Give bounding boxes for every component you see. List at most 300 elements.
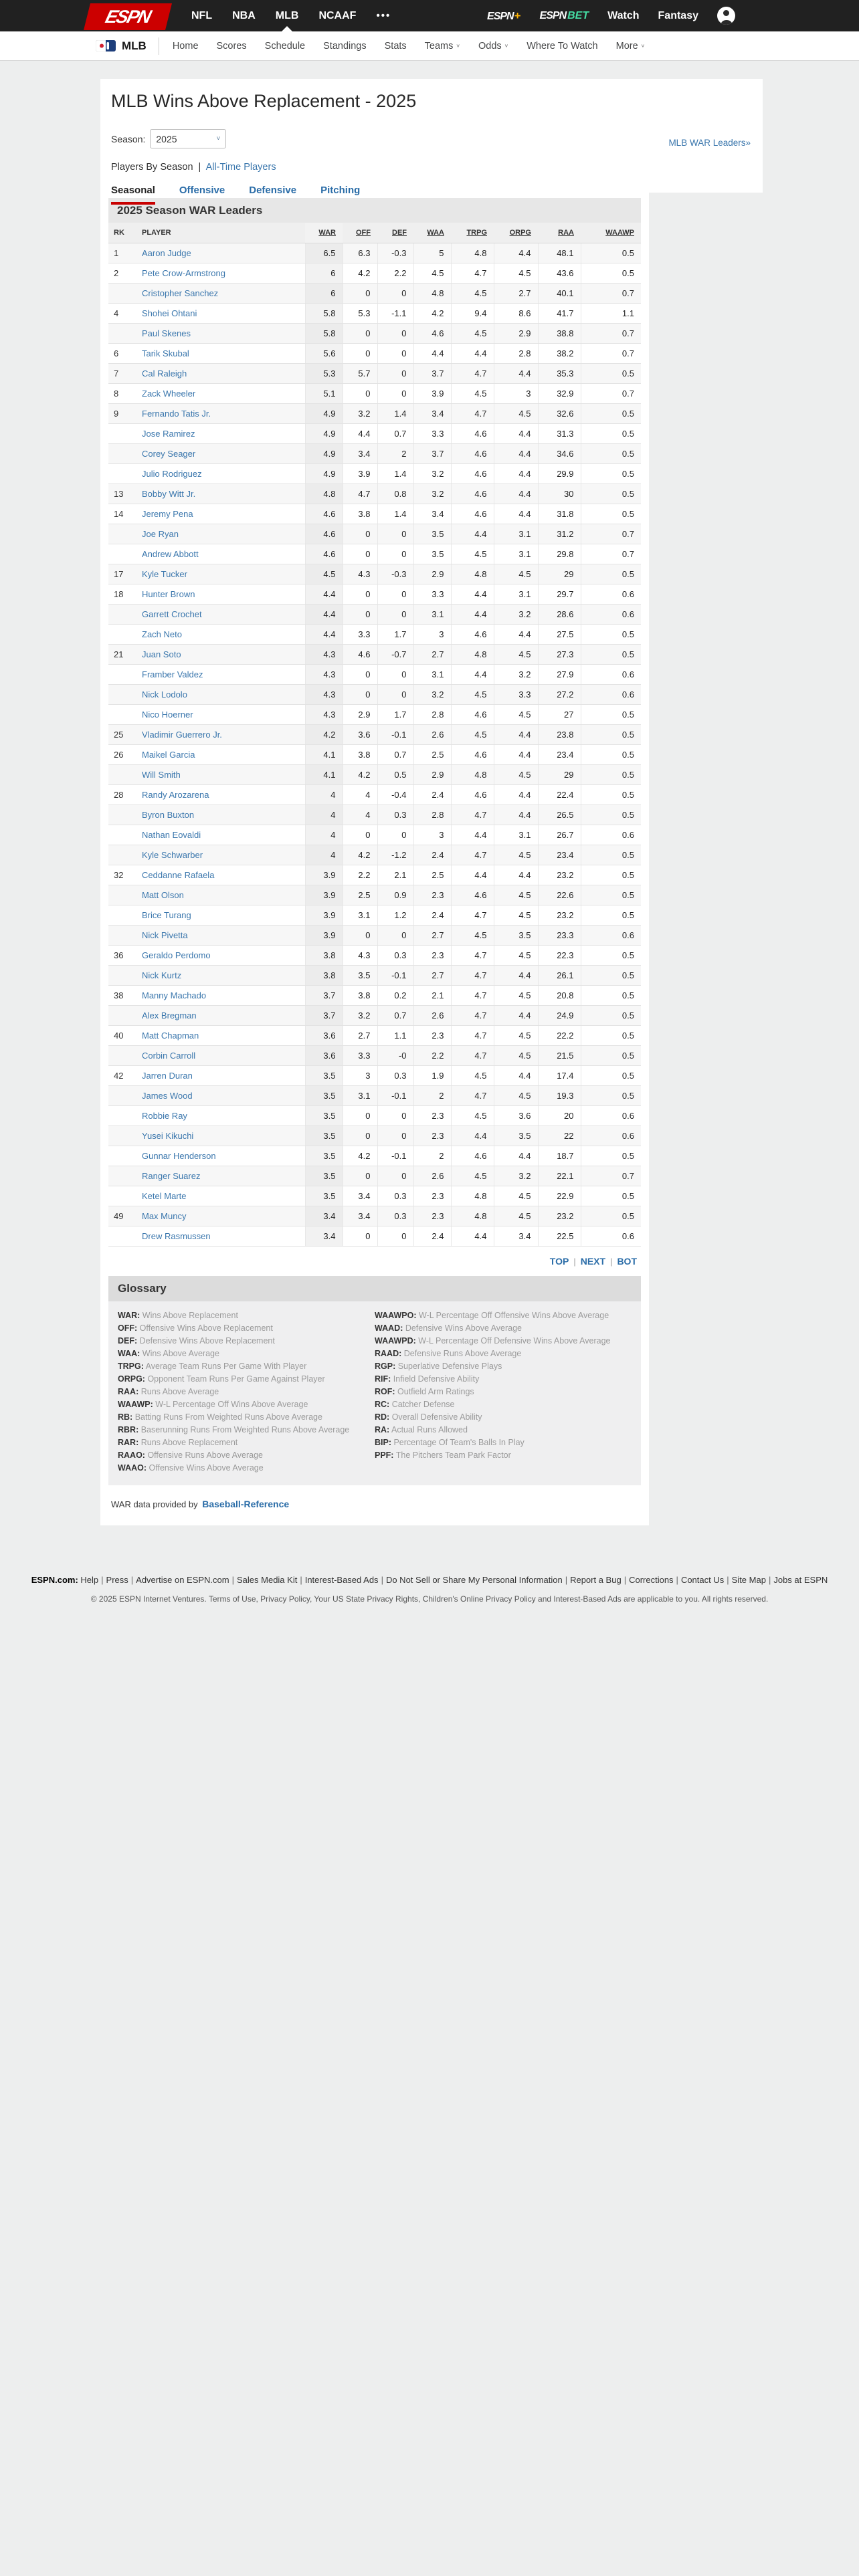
tab-seasonal[interactable]: Seasonal bbox=[111, 185, 155, 205]
footer-link[interactable]: Contact Us bbox=[680, 1575, 725, 1585]
trpg-cell: 4.4 bbox=[451, 865, 494, 885]
waawp-cell: 0.5 bbox=[581, 905, 641, 926]
waawp-cell: 0.5 bbox=[581, 645, 641, 665]
player-link[interactable]: Framber Valdez bbox=[142, 669, 203, 679]
waa-cell: 3.7 bbox=[413, 364, 451, 384]
orpg-cell: 4.4 bbox=[494, 966, 538, 986]
war-cell: 3.4 bbox=[305, 1206, 343, 1226]
table-row bbox=[108, 1226, 641, 1247]
raa-cell: 26.5 bbox=[538, 805, 581, 825]
footer-copyright: © 2025 ESPN Internet Ventures. Terms of Use, Privacy Policy, Your US State Privacy Rights, Children's Online Privacy Policy and Interest-Based Ads are applicable to you. All rights reserved. bbox=[90, 1594, 769, 1604]
player-cell bbox=[136, 444, 305, 464]
topnav-item-nba[interactable]: NBA bbox=[232, 9, 256, 21]
player-cell bbox=[136, 304, 305, 324]
raa-cell: 22.9 bbox=[538, 1186, 581, 1206]
glossary-entry bbox=[375, 1373, 632, 1386]
player-link[interactable]: Nico Hoerner bbox=[142, 710, 193, 720]
def-cell: 0 bbox=[377, 384, 413, 404]
orpg-cell: 4.5 bbox=[494, 946, 538, 966]
def-cell: 0 bbox=[377, 665, 413, 685]
player-link[interactable]: Shohei Ohtani bbox=[142, 308, 197, 318]
player-link[interactable]: Jeremy Pena bbox=[142, 509, 193, 519]
rank-cell bbox=[108, 464, 136, 484]
subnav-item-schedule[interactable]: Schedule bbox=[264, 40, 306, 51]
rank-cell bbox=[108, 905, 136, 926]
trpg-cell: 4.5 bbox=[451, 324, 494, 344]
subnav-item-where-to-watch[interactable]: Where To Watch bbox=[527, 40, 598, 51]
rank-cell bbox=[108, 785, 136, 805]
player-cell bbox=[136, 705, 305, 725]
trpg-cell: 4.4 bbox=[451, 665, 494, 685]
off-cell: 4 bbox=[343, 805, 377, 825]
off-cell: 0 bbox=[343, 1226, 377, 1247]
orpg-cell: 4.4 bbox=[494, 745, 538, 765]
tab-pitching[interactable]: Pitching bbox=[320, 185, 361, 196]
raa-cell: 34.6 bbox=[538, 444, 581, 464]
table-row bbox=[108, 464, 641, 484]
glossary-entry bbox=[118, 1348, 375, 1360]
raa-cell: 31.2 bbox=[538, 524, 581, 544]
player-link[interactable]: Fernando Tatis Jr. bbox=[142, 409, 211, 419]
footer-separator: | bbox=[381, 1575, 383, 1585]
player-link[interactable]: Andrew Abbott bbox=[142, 549, 199, 559]
rank-value: 6 bbox=[114, 348, 119, 358]
column-header-trpg[interactable]: TRPG bbox=[451, 223, 494, 243]
player-link[interactable]: Yusei Kikuchi bbox=[142, 1131, 194, 1141]
trpg-cell: 4.5 bbox=[451, 544, 494, 564]
war-cell: 3.5 bbox=[305, 1126, 343, 1146]
war-cell: 3.7 bbox=[305, 1006, 343, 1026]
war-cell: 4.3 bbox=[305, 645, 343, 665]
war-cell: 4.1 bbox=[305, 765, 343, 785]
glossary-definition: The Pitchers Team Park Factor bbox=[393, 1451, 511, 1460]
war-cell: 3.9 bbox=[305, 926, 343, 946]
trpg-cell: 4.7 bbox=[451, 364, 494, 384]
column-header-waa[interactable]: WAA bbox=[413, 223, 451, 243]
trpg-cell: 4.5 bbox=[451, 725, 494, 745]
off-cell: 3.1 bbox=[343, 1086, 377, 1106]
glossary-entry bbox=[375, 1424, 632, 1436]
waawp-cell: 0.5 bbox=[581, 986, 641, 1006]
player-link[interactable]: Jarren Duran bbox=[142, 1071, 193, 1081]
profile-icon[interactable] bbox=[717, 7, 735, 25]
glossary-entry bbox=[118, 1449, 375, 1462]
def-cell: -0.7 bbox=[377, 645, 413, 665]
footer-link[interactable]: Report a Bug bbox=[570, 1575, 622, 1585]
raa-cell: 41.7 bbox=[538, 304, 581, 324]
rank-cell bbox=[108, 524, 136, 544]
glossary-definition: Runs Above Replacement bbox=[138, 1438, 238, 1447]
trpg-cell: 4.7 bbox=[451, 404, 494, 424]
waa-cell: 2.6 bbox=[413, 725, 451, 745]
rank-cell bbox=[108, 765, 136, 785]
pagination-next-link[interactable]: NEXT bbox=[580, 1256, 606, 1267]
rank-cell bbox=[108, 625, 136, 645]
footer-link[interactable]: Advertise on ESPN.com bbox=[136, 1575, 229, 1585]
table-row bbox=[108, 905, 641, 926]
subnav-item-stats[interactable]: Stats bbox=[384, 40, 407, 51]
player-cell bbox=[136, 665, 305, 685]
espn-plus-text: ESPN bbox=[487, 10, 514, 22]
column-header-war[interactable]: WAR bbox=[305, 223, 343, 243]
def-cell: 0 bbox=[377, 544, 413, 564]
espn-bet-logo[interactable] bbox=[540, 10, 589, 22]
rank-cell bbox=[108, 544, 136, 564]
more-sports-menu[interactable]: ••• bbox=[376, 10, 391, 21]
subnav-item-home[interactable]: Home bbox=[172, 40, 199, 51]
glossary-term: WAAD: bbox=[375, 1323, 403, 1333]
off-cell: 0 bbox=[343, 324, 377, 344]
glossary-term: WAA: bbox=[118, 1349, 140, 1358]
raa-cell: 22 bbox=[538, 1126, 581, 1146]
player-link[interactable]: Alex Bregman bbox=[142, 1010, 197, 1021]
player-link[interactable]: Tarik Skubal bbox=[142, 348, 189, 358]
def-cell: 0.2 bbox=[377, 986, 413, 1006]
trpg-cell: 4.5 bbox=[451, 1166, 494, 1186]
glossary-entry bbox=[118, 1309, 375, 1322]
pagination-top-link[interactable]: TOP bbox=[549, 1256, 569, 1267]
player-link[interactable]: Nathan Eovaldi bbox=[142, 830, 201, 840]
def-cell: 1.1 bbox=[377, 1026, 413, 1046]
table-row bbox=[108, 946, 641, 966]
player-link[interactable]: Corbin Carroll bbox=[142, 1051, 196, 1061]
players-by-season-label: Players By Season bbox=[111, 162, 193, 173]
off-cell: 0 bbox=[343, 665, 377, 685]
player-link[interactable]: Pete Crow-Armstrong bbox=[142, 268, 225, 278]
waawp-cell: 0.5 bbox=[581, 263, 641, 284]
orpg-cell: 4.5 bbox=[494, 986, 538, 1006]
player-link[interactable]: Randy Arozarena bbox=[142, 790, 209, 800]
footer-link[interactable]: Press bbox=[106, 1575, 128, 1585]
player-link[interactable]: Kyle Tucker bbox=[142, 569, 187, 579]
orpg-cell: 4.4 bbox=[494, 464, 538, 484]
player-cell bbox=[136, 384, 305, 404]
rank-cell bbox=[108, 825, 136, 845]
def-cell: -0 bbox=[377, 1046, 413, 1066]
player-link[interactable]: Julio Rodriguez bbox=[142, 469, 202, 479]
player-link[interactable]: Aaron Judge bbox=[142, 248, 191, 258]
rank-cell bbox=[108, 685, 136, 705]
off-cell: 3.3 bbox=[343, 625, 377, 645]
waa-cell: 3 bbox=[413, 625, 451, 645]
raa-cell: 27.9 bbox=[538, 665, 581, 685]
def-cell: 0.3 bbox=[377, 1206, 413, 1226]
player-link[interactable]: James Wood bbox=[142, 1091, 193, 1101]
player-link[interactable]: Drew Rasmussen bbox=[142, 1231, 211, 1241]
waa-cell: 2.9 bbox=[413, 564, 451, 584]
waa-cell: 3 bbox=[413, 825, 451, 845]
glossary-definition: Offensive Wins Above Average bbox=[147, 1463, 264, 1473]
trpg-cell: 4.8 bbox=[451, 1206, 494, 1226]
trpg-cell: 4.4 bbox=[451, 584, 494, 605]
waawp-cell: 0.5 bbox=[581, 1186, 641, 1206]
topnav-item-ncaaf[interactable]: NCAAF bbox=[318, 9, 357, 21]
waa-cell: 1.9 bbox=[413, 1066, 451, 1086]
table-row bbox=[108, 725, 641, 745]
trpg-cell: 4.6 bbox=[451, 424, 494, 444]
player-link[interactable]: Cal Raleigh bbox=[142, 368, 187, 379]
league-home-link[interactable]: MLB bbox=[122, 39, 147, 52]
table-row bbox=[108, 1166, 641, 1186]
orpg-cell: 4.4 bbox=[494, 504, 538, 524]
trpg-cell: 4.8 bbox=[451, 243, 494, 263]
off-cell: 4.2 bbox=[343, 765, 377, 785]
off-cell: 4.7 bbox=[343, 484, 377, 504]
player-link[interactable]: Hunter Brown bbox=[142, 589, 195, 599]
table-row bbox=[108, 645, 641, 665]
raa-cell: 22.6 bbox=[538, 885, 581, 905]
raa-cell: 23.8 bbox=[538, 725, 581, 745]
player-link[interactable]: Kyle Schwarber bbox=[142, 850, 203, 860]
raa-cell: 29 bbox=[538, 765, 581, 785]
column-header-waawp[interactable]: WAAWP bbox=[581, 223, 641, 243]
def-cell: 0 bbox=[377, 364, 413, 384]
espn-bet-mark: BET bbox=[567, 9, 589, 21]
def-cell: 0 bbox=[377, 1126, 413, 1146]
off-cell: 3.2 bbox=[343, 1006, 377, 1026]
rank-cell bbox=[108, 243, 136, 263]
war-cell: 6 bbox=[305, 263, 343, 284]
season-row bbox=[111, 129, 763, 148]
topnav-item-nfl[interactable]: NFL bbox=[191, 9, 213, 21]
glossary-definition: Batting Runs From Weighted Runs Above Average bbox=[132, 1412, 322, 1422]
glossary-term: ROF: bbox=[375, 1387, 395, 1396]
off-cell: 4.3 bbox=[343, 946, 377, 966]
waa-cell: 3.2 bbox=[413, 464, 451, 484]
pagination bbox=[108, 1247, 641, 1276]
column-header-def[interactable]: DEF bbox=[377, 223, 413, 243]
player-cell bbox=[136, 1046, 305, 1066]
subnav-item-more[interactable]: More ∨ bbox=[615, 40, 646, 51]
column-header-orpg[interactable]: ORPG bbox=[494, 223, 538, 243]
raa-cell: 23.3 bbox=[538, 926, 581, 946]
off-cell: 0 bbox=[343, 605, 377, 625]
player-link[interactable]: Matt Chapman bbox=[142, 1031, 199, 1041]
orpg-cell: 4.4 bbox=[494, 865, 538, 885]
waa-cell: 2.9 bbox=[413, 765, 451, 785]
rank-cell bbox=[108, 444, 136, 464]
trpg-cell: 4.6 bbox=[451, 705, 494, 725]
waawp-cell: 0.7 bbox=[581, 344, 641, 364]
subnav-item-standings[interactable]: Standings bbox=[323, 40, 367, 51]
player-link[interactable]: Brice Turang bbox=[142, 910, 191, 920]
player-link[interactable]: Ketel Marte bbox=[142, 1191, 187, 1201]
def-cell: 0.7 bbox=[377, 745, 413, 765]
mlb-war-leaders-link[interactable]: MLB WAR Leaders» bbox=[668, 138, 751, 148]
trpg-cell: 4.7 bbox=[451, 1046, 494, 1066]
player-cell bbox=[136, 464, 305, 484]
table-row bbox=[108, 1046, 641, 1066]
subnav-item-scores[interactable]: Scores bbox=[216, 40, 247, 51]
player-cell bbox=[136, 1066, 305, 1086]
espn-plus-logo[interactable] bbox=[487, 9, 521, 23]
footer-link[interactable]: Interest-Based Ads bbox=[304, 1575, 379, 1585]
table-row bbox=[108, 243, 641, 263]
footer-link[interactable]: Sales Media Kit bbox=[237, 1575, 298, 1585]
espn-logo[interactable] bbox=[84, 3, 172, 30]
player-link[interactable]: Nick Kurtz bbox=[142, 970, 182, 980]
subnav-item-teams[interactable]: Teams ∨ bbox=[424, 40, 460, 51]
footer-separator: | bbox=[231, 1575, 234, 1585]
player-link[interactable]: Ranger Suarez bbox=[142, 1171, 201, 1181]
waawp-cell: 0.5 bbox=[581, 1066, 641, 1086]
raa-cell: 27 bbox=[538, 705, 581, 725]
waawp-cell: 0.5 bbox=[581, 946, 641, 966]
glossary-entry bbox=[118, 1386, 375, 1398]
player-cell bbox=[136, 1226, 305, 1247]
player-link[interactable]: Max Muncy bbox=[142, 1211, 187, 1221]
player-link[interactable]: Jose Ramirez bbox=[142, 429, 195, 439]
off-cell: 4.3 bbox=[343, 564, 377, 584]
waa-cell: 3.2 bbox=[413, 484, 451, 504]
off-cell: 3.6 bbox=[343, 725, 377, 745]
rank-value: 40 bbox=[114, 1031, 124, 1041]
stats-module bbox=[100, 193, 649, 1525]
table-row bbox=[108, 284, 641, 304]
glossary-term: RBR: bbox=[118, 1425, 139, 1434]
player-cell bbox=[136, 605, 305, 625]
trpg-cell: 4.6 bbox=[451, 504, 494, 524]
player-link[interactable]: Will Smith bbox=[142, 770, 181, 780]
off-cell: 0 bbox=[343, 1166, 377, 1186]
table-row bbox=[108, 1006, 641, 1026]
waa-cell: 2.8 bbox=[413, 805, 451, 825]
all-time-players-link[interactable]: All-Time Players bbox=[205, 162, 276, 173]
player-link[interactable]: Cristopher Sanchez bbox=[142, 288, 219, 298]
player-link[interactable]: Nick Lodolo bbox=[142, 689, 187, 700]
trpg-cell: 4.6 bbox=[451, 625, 494, 645]
raa-cell: 26.1 bbox=[538, 966, 581, 986]
war-leaders-table bbox=[108, 223, 641, 1247]
fantasy-link[interactable]: Fantasy bbox=[658, 9, 698, 21]
column-header-off[interactable]: OFF bbox=[343, 223, 377, 243]
player-link[interactable]: Byron Buxton bbox=[142, 810, 195, 820]
footer-separator: | bbox=[624, 1575, 627, 1585]
player-link[interactable]: Matt Olson bbox=[142, 890, 184, 900]
espn-logo-text: ESPN bbox=[103, 6, 153, 26]
def-cell: -1.2 bbox=[377, 845, 413, 865]
player-link[interactable]: Nick Pivetta bbox=[142, 930, 188, 940]
player-link[interactable]: Paul Skenes bbox=[142, 328, 191, 338]
raa-cell: 22.2 bbox=[538, 1026, 581, 1046]
waawp-cell: 0.7 bbox=[581, 384, 641, 404]
player-link[interactable]: Manny Machado bbox=[142, 990, 207, 1000]
glossary-definition: Actual Runs Allowed bbox=[389, 1425, 468, 1434]
column-header-raa[interactable]: RAA bbox=[538, 223, 581, 243]
off-cell: 5.7 bbox=[343, 364, 377, 384]
table-row bbox=[108, 685, 641, 705]
war-cell: 3.8 bbox=[305, 966, 343, 986]
footer-link[interactable]: Corrections bbox=[629, 1575, 674, 1585]
player-link[interactable]: Geraldo Perdomo bbox=[142, 950, 211, 960]
waa-cell: 3.9 bbox=[413, 384, 451, 404]
war-cell: 6.5 bbox=[305, 243, 343, 263]
table-title: 2025 Season WAR Leaders bbox=[108, 198, 641, 223]
glossary-entry bbox=[118, 1462, 375, 1475]
glossary-term: WAR: bbox=[118, 1311, 140, 1320]
player-cell bbox=[136, 645, 305, 665]
player-link[interactable]: Juan Soto bbox=[142, 649, 181, 659]
glossary-entry bbox=[118, 1335, 375, 1348]
war-cell: 4.6 bbox=[305, 504, 343, 524]
rank-cell bbox=[108, 1126, 136, 1146]
pagination-bot-link[interactable]: BOT bbox=[617, 1256, 637, 1267]
footer-link[interactable]: Site Map bbox=[731, 1575, 766, 1585]
def-cell: -0.3 bbox=[377, 243, 413, 263]
rank-value: 26 bbox=[114, 750, 124, 760]
war-cell: 4.6 bbox=[305, 544, 343, 564]
baseball-reference-link[interactable]: Baseball-Reference bbox=[202, 1499, 290, 1509]
orpg-cell: 4.5 bbox=[494, 564, 538, 584]
footer-links bbox=[0, 1574, 859, 1587]
raa-cell: 23.2 bbox=[538, 1206, 581, 1226]
topnav-item-mlb[interactable]: MLB bbox=[276, 0, 299, 31]
player-link[interactable]: Joe Ryan bbox=[142, 529, 179, 539]
glossary-entry bbox=[375, 1322, 632, 1335]
mlb-logo-icon[interactable] bbox=[96, 40, 116, 51]
player-link[interactable]: Bobby Witt Jr. bbox=[142, 489, 196, 499]
player-link[interactable]: Corey Seager bbox=[142, 449, 196, 459]
footer-link[interactable]: Help bbox=[80, 1575, 99, 1585]
player-link[interactable]: Robbie Ray bbox=[142, 1111, 187, 1121]
footer-separator: | bbox=[101, 1575, 104, 1585]
waa-cell: 3.5 bbox=[413, 544, 451, 564]
attribution-text: WAR data provided by bbox=[111, 1499, 198, 1509]
off-cell: 3.1 bbox=[343, 905, 377, 926]
glossary-term: PPF: bbox=[375, 1451, 394, 1460]
table-row bbox=[108, 1186, 641, 1206]
raa-cell: 20.8 bbox=[538, 986, 581, 1006]
glossary-entry bbox=[375, 1309, 632, 1322]
player-link[interactable]: Zach Neto bbox=[142, 629, 182, 639]
trpg-cell: 4.6 bbox=[451, 444, 494, 464]
waawp-cell: 0.6 bbox=[581, 1226, 641, 1247]
waa-cell: 2.3 bbox=[413, 1186, 451, 1206]
player-link[interactable]: Garrett Crochet bbox=[142, 609, 202, 619]
waa-cell: 2.6 bbox=[413, 1166, 451, 1186]
tab-defensive[interactable]: Defensive bbox=[249, 185, 297, 196]
player-link[interactable]: Maikel Garcia bbox=[142, 750, 195, 760]
subnav-item-odds[interactable]: Odds ∨ bbox=[478, 40, 509, 51]
waawp-cell: 0.5 bbox=[581, 785, 641, 805]
season-select[interactable] bbox=[150, 129, 226, 148]
table-row bbox=[108, 665, 641, 685]
rank-cell bbox=[108, 805, 136, 825]
glossary-definition: Superlative Defensive Plays bbox=[395, 1362, 502, 1371]
footer-link[interactable]: Do Not Sell or Share My Personal Information bbox=[385, 1575, 563, 1585]
trpg-cell: 4.5 bbox=[451, 284, 494, 304]
watch-link[interactable]: Watch bbox=[607, 9, 640, 21]
player-cell bbox=[136, 685, 305, 705]
off-cell: 6.3 bbox=[343, 243, 377, 263]
player-link[interactable]: Gunnar Henderson bbox=[142, 1151, 216, 1161]
player-cell bbox=[136, 745, 305, 765]
glossary-term: ORPG: bbox=[118, 1374, 145, 1384]
def-cell: 0 bbox=[377, 1166, 413, 1186]
off-cell: 4.2 bbox=[343, 845, 377, 865]
player-link[interactable]: Ceddanne Rafaela bbox=[142, 870, 215, 880]
column-header-player: PLAYER bbox=[136, 223, 305, 243]
rank-cell bbox=[108, 645, 136, 665]
orpg-cell: 3 bbox=[494, 384, 538, 404]
def-cell: 0 bbox=[377, 324, 413, 344]
player-link[interactable]: Vladimir Guerrero Jr. bbox=[142, 730, 222, 740]
footer-link[interactable]: Jobs at ESPN bbox=[773, 1575, 828, 1585]
orpg-cell: 4.4 bbox=[494, 725, 538, 745]
tab-offensive[interactable]: Offensive bbox=[179, 185, 225, 196]
player-link[interactable]: Zack Wheeler bbox=[142, 389, 196, 399]
glossary-definition: Outfield Arm Ratings bbox=[395, 1387, 474, 1396]
